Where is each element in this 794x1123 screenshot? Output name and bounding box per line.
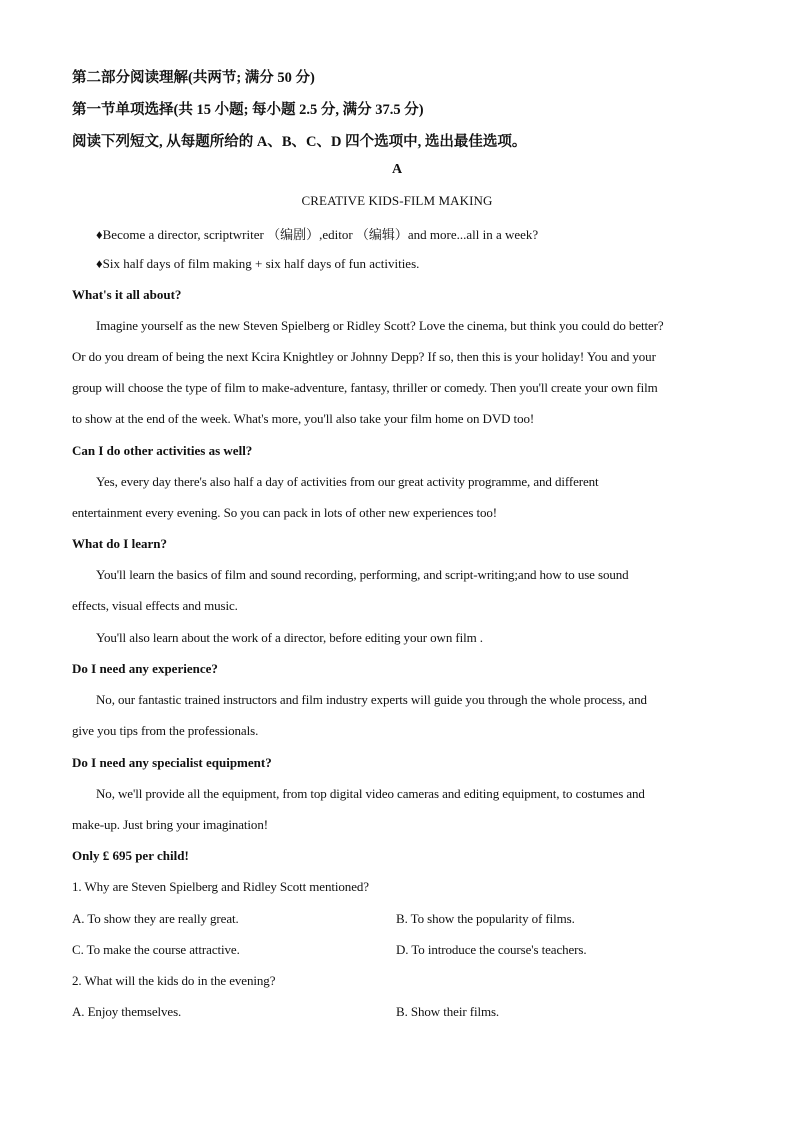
section-heading: Do I need any experience?	[72, 661, 218, 676]
paragraph-line: group will choose the type of film to make-adventure, fantasy, thriller or comedy. Then you'll create your own film	[72, 380, 658, 395]
answer-option: A. Enjoy themselves.	[72, 1004, 182, 1019]
passage-letter: A	[391, 162, 403, 177]
paragraph-line: give you tips from the professionals.	[72, 723, 259, 738]
passage-title: CREATIVE KIDS-FILM MAKING	[301, 193, 493, 208]
question-stem: 1. Why are Steven Spielberg and Ridley Scott mentioned?	[72, 879, 369, 894]
question-stem: 2. What will the kids do in the evening?	[72, 973, 276, 988]
answer-option: D. To introduce the course's teachers.	[396, 942, 587, 957]
paragraph-line: You'll learn the basics of film and sound recording, performing, and script-writing;and how to use sound	[96, 567, 629, 582]
price-line: Only £ 695 per child!	[72, 848, 189, 863]
subsection-header: 第一节单项选择(共 15 小题; 每小题 2.5 分, 满分 37.5 分)	[72, 102, 424, 118]
section-heading: What do I learn?	[72, 536, 167, 551]
answer-option: B. Show their films.	[396, 1004, 500, 1019]
bullet-item: ♦Six half days of film making + six half days of fun activities.	[96, 256, 420, 271]
paragraph-line: Yes, every day there's also half a day of activities from our great activity programme, and different	[96, 474, 599, 489]
paragraph-line: You'll also learn about the work of a director, before editing your own film .	[96, 630, 483, 645]
bullet-item: ♦Become a director, scriptwriter （编剧）,editor （编辑）and more...all in a week?	[96, 227, 539, 242]
paragraph-line: effects, visual effects and music.	[72, 598, 238, 613]
paragraph-line: Imagine yourself as the new Steven Spielberg or Ridley Scott? Love the cinema, but think you could do better?	[96, 318, 664, 333]
paragraph-line: No, our fantastic trained instructors and film industry experts will guide you through the whole process, and	[96, 692, 647, 707]
section-heading: What's it all about?	[72, 287, 182, 302]
instructions: 阅读下列短文, 从每题所给的 A、B、C、D 四个选项中, 选出最佳选项。	[72, 134, 527, 150]
section-heading: Can I do other activities as well?	[72, 443, 253, 458]
section-header: 第二部分阅读理解(共两节; 满分 50 分)	[72, 70, 315, 86]
paragraph-line: Or do you dream of being the next Kcira Knightley or Johnny Depp? If so, then this is your holiday! You and your	[72, 349, 656, 364]
paragraph-line: entertainment every evening. So you can pack in lots of other new experiences too!	[72, 505, 497, 520]
answer-option: C. To make the course attractive.	[72, 942, 240, 957]
answer-option: A. To show they are really great.	[72, 911, 239, 926]
section-heading: Do I need any specialist equipment?	[72, 755, 272, 770]
answer-option: B. To show the popularity of films.	[396, 911, 575, 926]
paragraph-line: make-up. Just bring your imagination!	[72, 817, 268, 832]
paragraph-line: No, we'll provide all the equipment, from top digital video cameras and editing equipment, to costumes and	[96, 786, 645, 801]
paragraph-line: to show at the end of the week. What's more, you'll also take your film home on DVD too!	[72, 411, 535, 426]
